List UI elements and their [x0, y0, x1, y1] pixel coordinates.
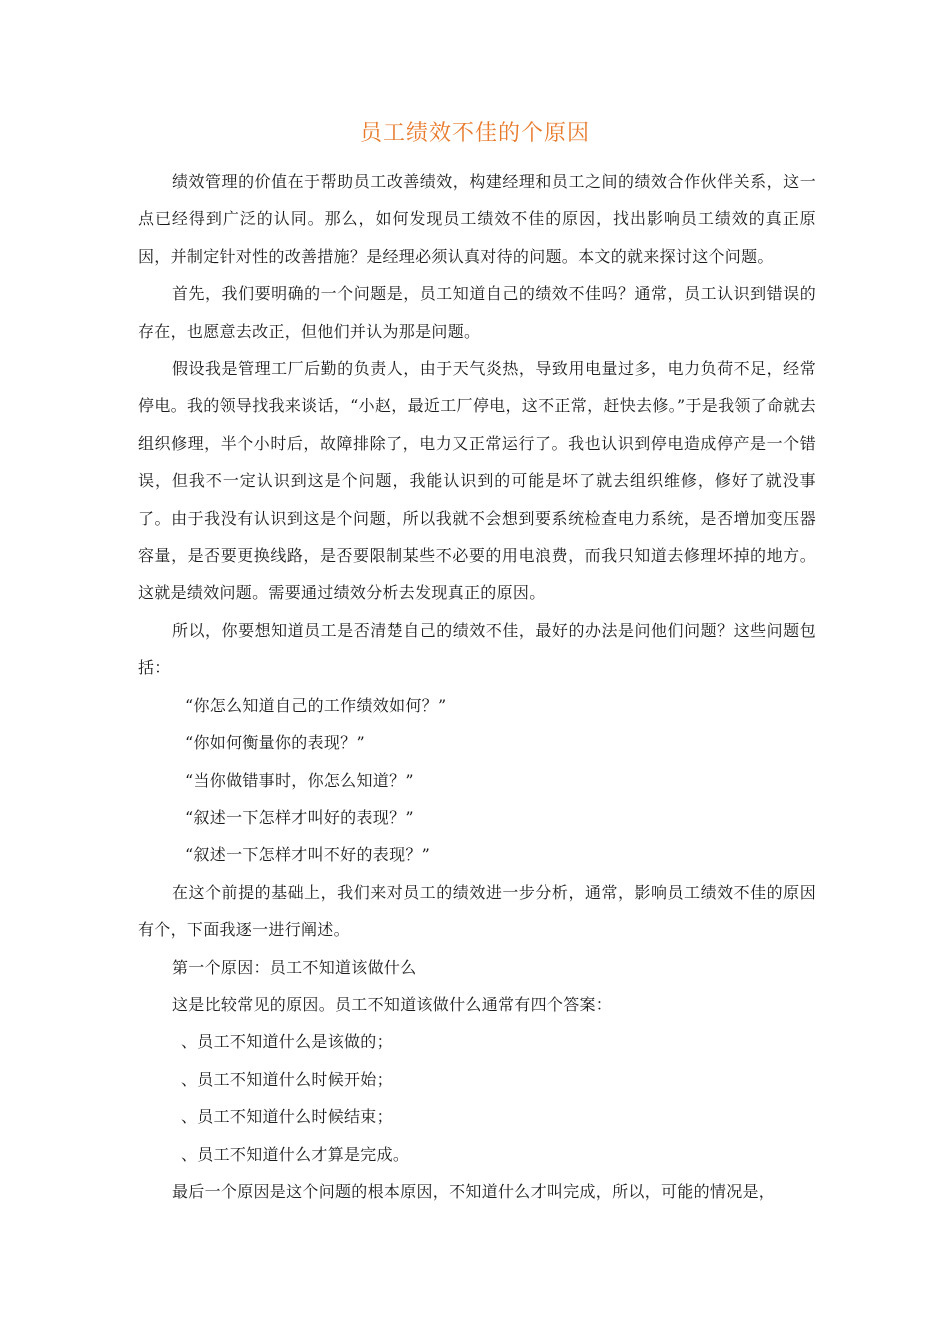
question-item: “叙述一下怎样才叫不好的表现？” [185, 845, 431, 865]
question-item: “当你做错事时，你怎么知道？” [185, 770, 414, 790]
paragraph-intro: 绩效管理的价值在于帮助员工改善绩效，构建经理和员工之间的绩效合作伙伴关系，这一点已经得到广泛的认同。那么，如何发现员工绩效不佳的原因，找出影响员工绩效的真正原因，并制定针对性的改善措施？是经理必须认真对待的问题。本文的就来探讨这个问题。 [138, 172, 816, 266]
bullet-item: 、员工不知道什么时候结束； [181, 1107, 393, 1127]
bullet-item: 、员工不知道什么时候开始； [181, 1069, 393, 1089]
document-title: 员工绩效不佳的个原因 [359, 121, 590, 146]
question-item: “叙述一下怎样才叫好的表现？” [185, 807, 414, 827]
bullet-item: 、员工不知道什么才算是完成。 [181, 1144, 410, 1164]
paragraph-example: 假设我是管理工厂后勤的负责人，由于天气炎热，导致用电量过多，电力负荷不足，经常停电。我的领导找我来谈话，“小赵，最近工厂停电，这不正常，赶快去修。”于是我领了命就去组织修理，半个小时后，故障排除了，电力又正常运行了。我也认识到停电造成停产是一个错误，但我不一定认识到这是个问题，我能认识到的可能是坏了就去组织维修，修好了就没事了。由于我没有认识到这是个问题，所以我就不会想到要系统检查电力系统，是否增加变压器容量，是否要更换线路，是否要限制某些不必要的用电浪费，而我只知道去修理坏掉的地方。这就是绩效问题。需要通过绩效分析去发现真正的原因。 [138, 359, 816, 603]
question-item: “你如何衡量你的表现？” [185, 733, 365, 753]
paragraph-analysis: 在这个前提的基础上，我们来对员工的绩效进一步分析，通常，影响员工绩效不佳的原因有个，下面我逐一进行阐述。 [138, 882, 816, 940]
closing-line: 最后一个原因是这个问题的根本原因，不知道什么才叫完成，所以，可能的情况是， [172, 1181, 776, 1201]
question-item: “你怎么知道自己的工作绩效如何？” [185, 695, 447, 715]
bullet-item: 、员工不知道什么是该做的； [181, 1032, 393, 1052]
document-body [138, 163, 816, 1210]
reason-intro: 这是比较常见的原因。员工不知道该做什么通常有四个答案： [172, 994, 613, 1014]
paragraph-ask: 所以，你要想知道员工是否清楚自己的绩效不佳，最好的办法是问他们问题？这些问题包括： [138, 620, 816, 678]
paragraph-question: 首先，我们要明确的一个问题是，员工知道自己的绩效不佳吗？通常，员工认识到错误的存在，也愿意去改正，但他们并认为那是问题。 [138, 284, 816, 341]
reason-heading: 第一个原因：员工不知道该做什么 [172, 957, 417, 977]
